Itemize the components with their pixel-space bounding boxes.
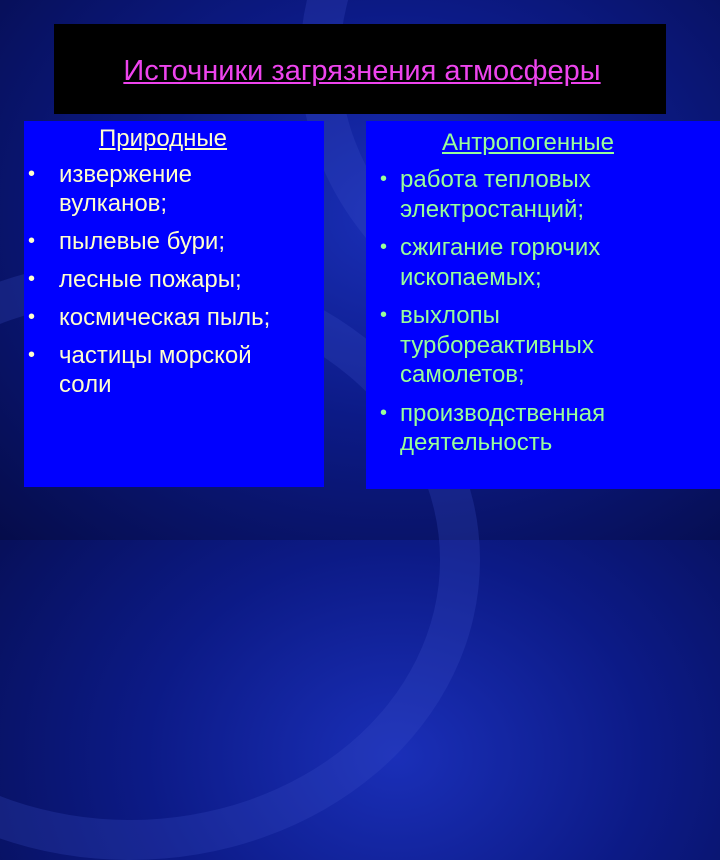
list-item-line: космическая пыль;	[59, 304, 271, 331]
list-item-line: извержение	[59, 161, 192, 188]
list-item	[366, 301, 716, 390]
bullet: •	[28, 344, 36, 366]
list-item-line: производственная	[400, 399, 606, 427]
list-item-line: соли	[59, 371, 112, 398]
title-box	[54, 24, 666, 114]
list-item-line: деятельность	[400, 429, 553, 456]
anthropogenic-sources-panel	[366, 121, 720, 489]
list-item	[24, 265, 320, 294]
list-item	[24, 303, 320, 332]
bullet: •	[380, 168, 388, 190]
list-item-line: лесные пожары;	[59, 266, 242, 293]
list-item-line: выхлопы	[400, 302, 500, 329]
bullet: •	[380, 236, 388, 258]
slide-title: Источники загрязнения атмосферы	[123, 55, 601, 87]
bullet: •	[28, 230, 36, 252]
bullet: •	[380, 401, 388, 424]
bullet: •	[28, 163, 36, 185]
list-item	[366, 165, 716, 224]
bullet: •	[28, 268, 36, 290]
list-item-line: пылевые бури;	[59, 228, 225, 255]
list-item-line: частицы морской	[59, 342, 252, 369]
natural-sources-panel	[24, 121, 324, 487]
anthropogenic-sources-list	[366, 165, 716, 467]
list-item-line: сжигание горючих	[400, 234, 601, 261]
list-item-line: электростанций;	[400, 195, 585, 223]
list-item-line: вулканов;	[59, 190, 168, 217]
list-item	[366, 399, 716, 458]
list-item-line: самолетов;	[400, 361, 525, 388]
natural-sources-list	[24, 160, 320, 408]
list-item	[24, 160, 320, 218]
bullet: •	[380, 304, 388, 326]
bullet: •	[28, 306, 36, 328]
natural-sources-heading: Природные	[99, 125, 228, 152]
list-item-line: работа тепловых	[400, 166, 591, 193]
list-item	[366, 233, 716, 292]
anthropogenic-sources-heading: Антропогенные	[442, 129, 614, 156]
list-item-line: турбореактивных	[400, 331, 594, 359]
list-item	[24, 227, 320, 256]
list-item-line: ископаемых;	[400, 263, 542, 291]
list-item	[24, 341, 320, 399]
